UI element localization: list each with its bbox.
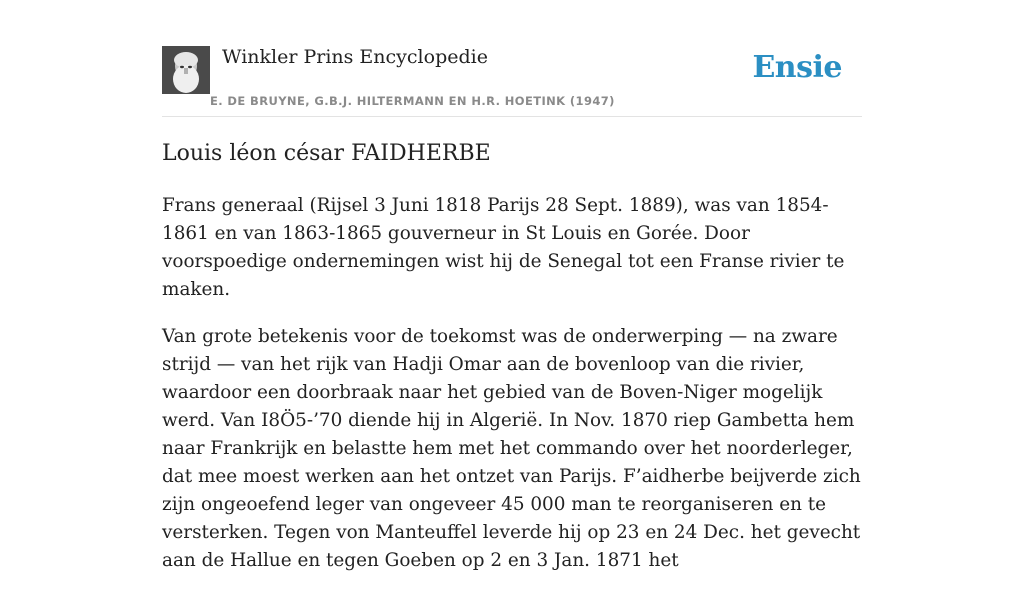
article-paragraph: Frans generaal (Rijsel 3 Juni 1818 Parijs 28 Sept. 1889), was van 1854-1861 en van 1863-1865 gouverneur in St Louis en Gorée. Door voorspoedige ondernemingen wist hij de Senegal tot een Franse rivier te maken. bbox=[162, 195, 845, 300]
ensie-logo[interactable]: Ensie bbox=[752, 50, 842, 85]
authors-credit: E. DE BRUYNE, G.B.J. HILTERMANN EN H.R. HOETINK (1947) bbox=[210, 94, 615, 108]
portrait-avatar-icon bbox=[162, 46, 210, 94]
site-title[interactable]: Winkler Prins Encyclopedie bbox=[222, 46, 488, 68]
article-paragraph: Van grote betekenis voor de toekomst was de onderwerping — na zware strijd — van het rijk van Hadji Omar aan de bovenloop van die rivier, waardoor een doorbraak naar het gebied van de Boven-Niger mogelijk werd. Van I8Ö5-’70 diende hij in Algerië. In Nov. 1870 riep Gambetta hem naar Frankrijk en belastte hem met het commando over het noorderleger, dat mee moest werken aan het ontzet van Parijs. F’aidherbe beijverde zich zijn ongeoefend leger van ongeveer 45 000 man te reorganiseren en te versterken. Tegen von Manteuffel leverde hij op 23 en 24 Dec. het gevecht aan de Hallue en tegen Goeben op 2 en 3 Jan. 1871 het bbox=[162, 326, 861, 571]
article-title: Louis léon césar FAIDHERBE bbox=[162, 141, 491, 166]
article-body bbox=[162, 192, 862, 594]
page bbox=[162, 0, 862, 571]
header bbox=[162, 0, 862, 117]
avatar[interactable] bbox=[162, 46, 210, 94]
